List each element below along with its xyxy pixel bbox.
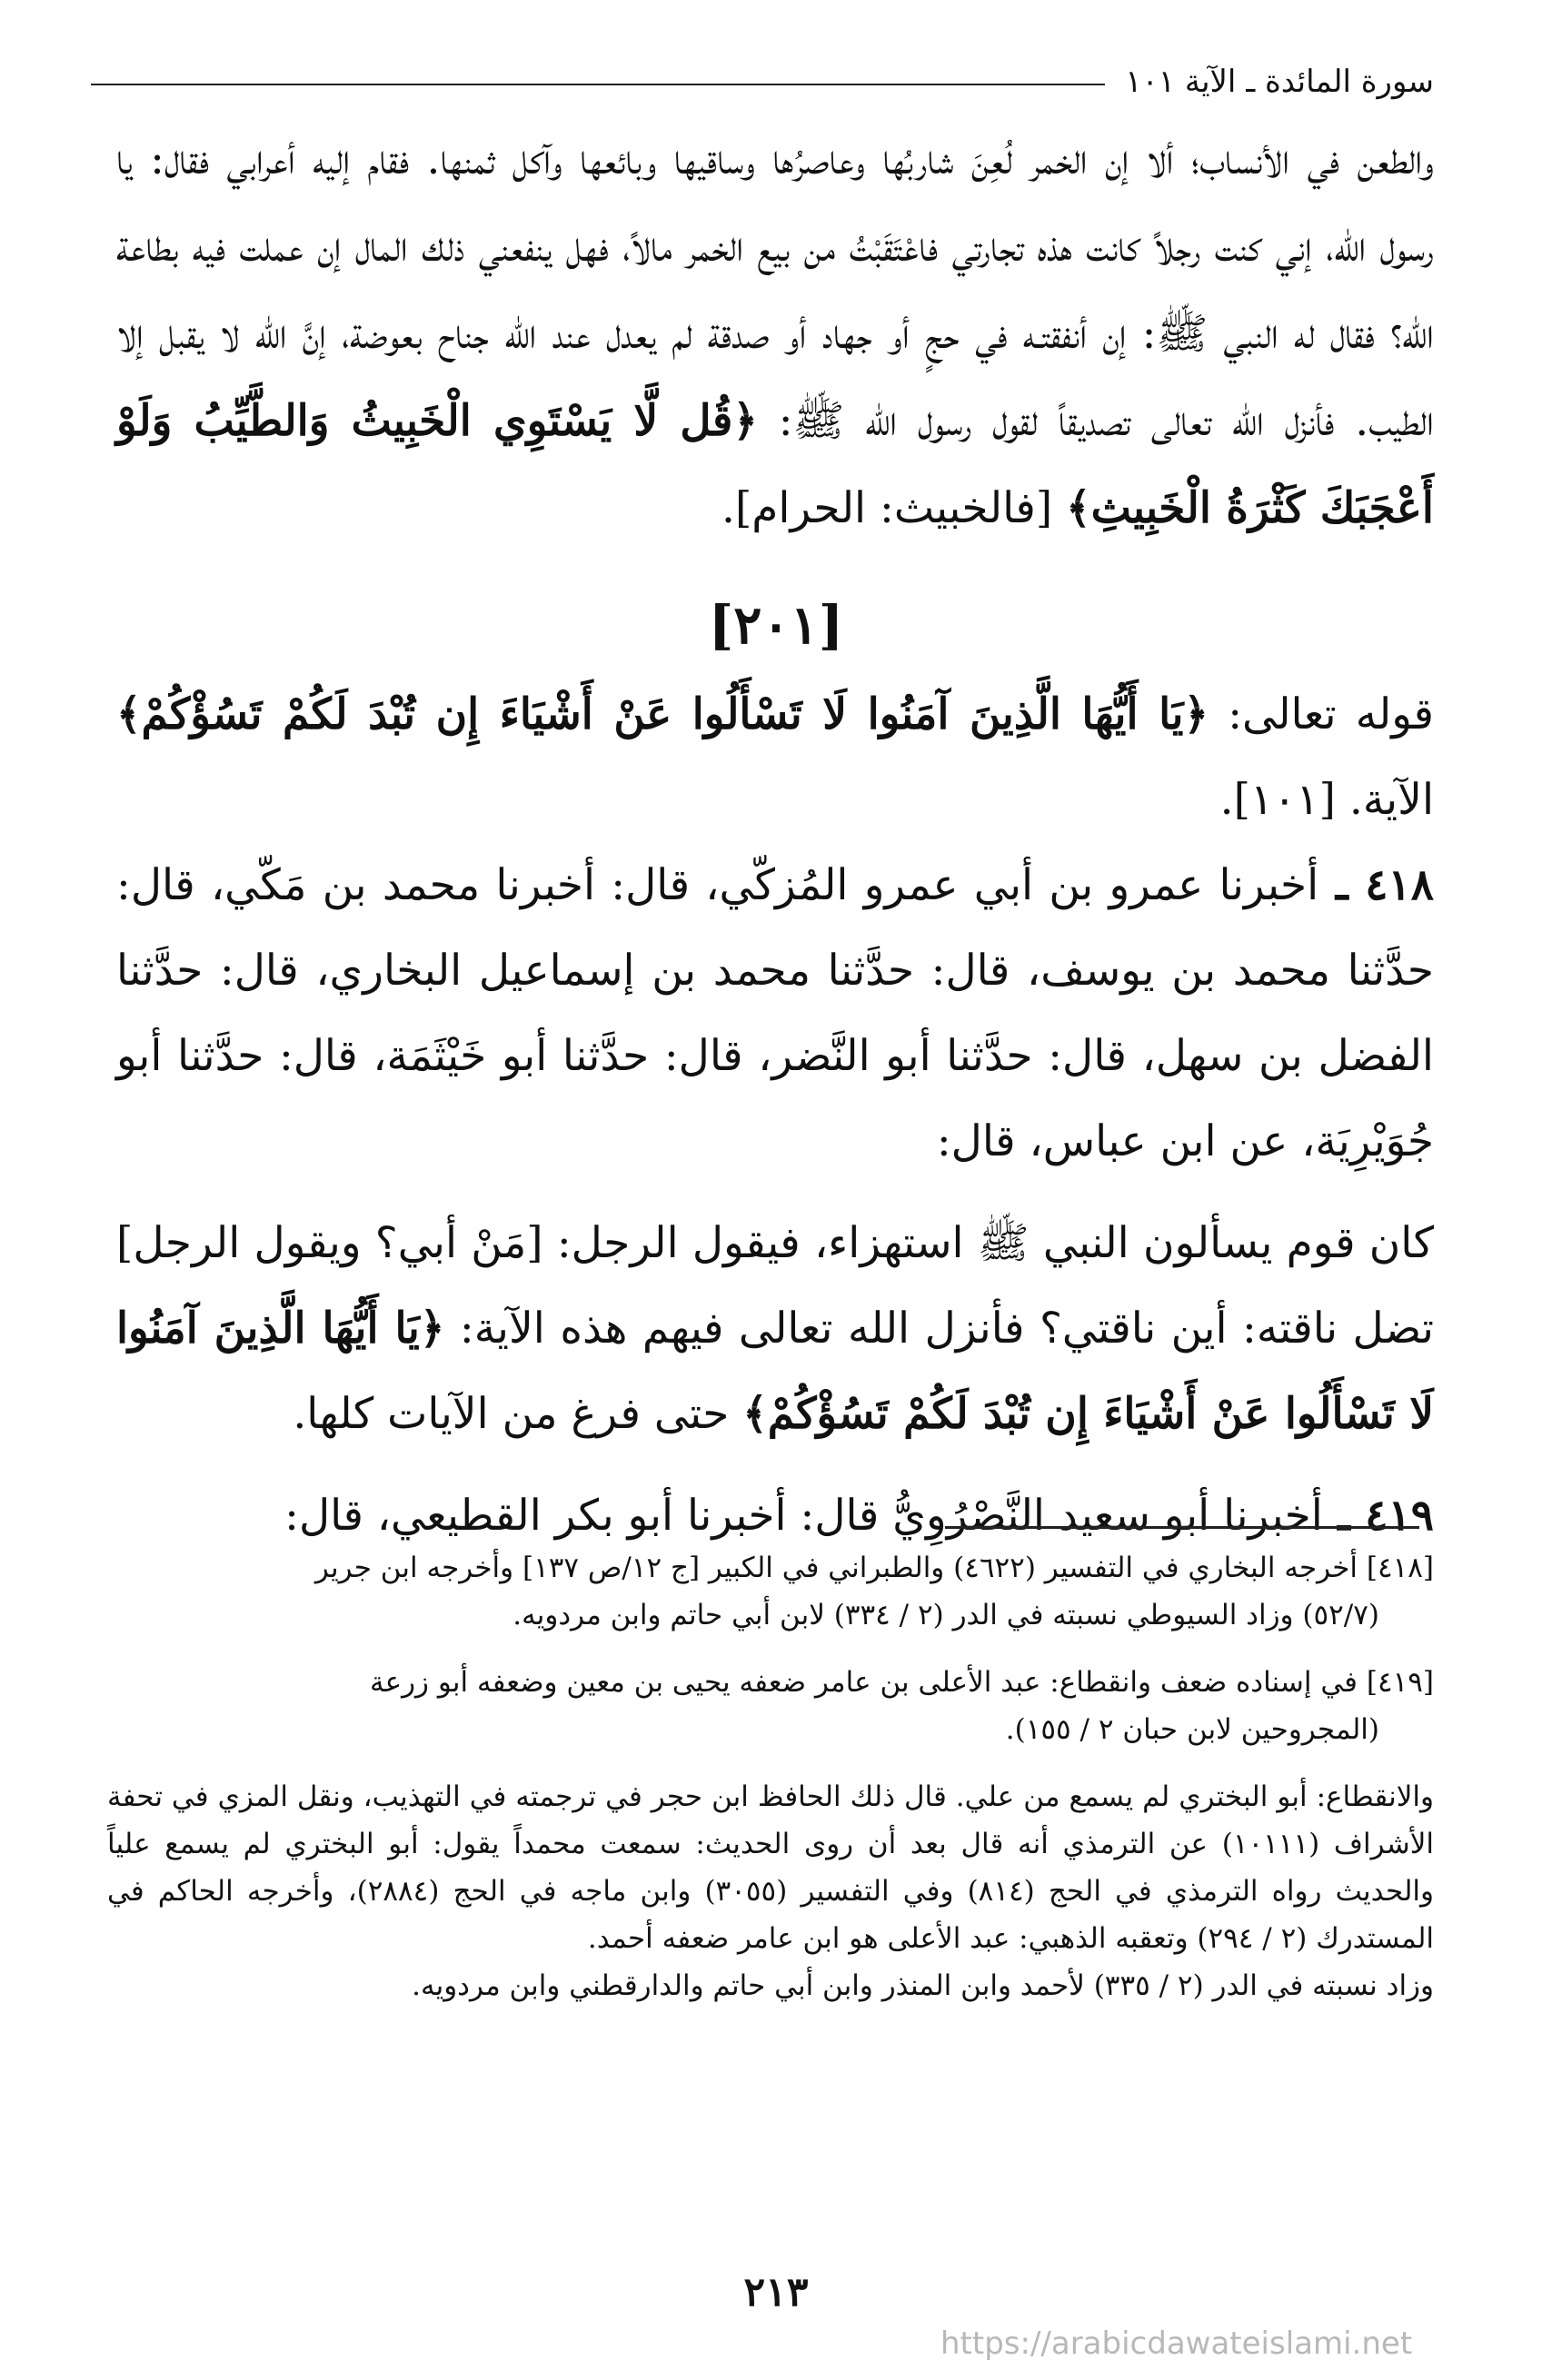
- verse-intro-label: قوله تعالى:: [1209, 689, 1435, 739]
- hadith-418-text-a: كان قوم يسألون النبي ﷺ استهزاء، فيقول الرجل: [مَنْ أبي؟ ويقول الرجل] تضل ناقته: أين ناقتي؟ فأنزل الله تعالى فيهم هذه الآية:: [116, 1218, 1434, 1354]
- footnotes: [107, 1544, 1434, 2009]
- after-quran-a: [فالخبيث: الحرام].: [721, 483, 1067, 533]
- verse-marker: [٢٠١]: [708, 594, 844, 656]
- quran-verse-b: ﴿يَا أَيُّهَا الَّذِينَ آمَنُوا لَا تَسْأَلُوا عَنْ أَشْيَاءَ إِن تُبْدَ لَكُمْ تَسُؤْكُمْ﴾: [116, 689, 1209, 739]
- footnote-rule: [945, 1526, 1419, 1529]
- footnote-418-line-2: (٥٢/٧) وزاد السيوطي نسبته في الدر (٢ / ٣٣٤) لابن أبي حاتم وابن مردويه.: [512, 1599, 1379, 1631]
- watermark-url: https://arabicdawateislami.net: [940, 2325, 1413, 2362]
- footnote-419-line-2: (المجروحين لابن حبان ٢ / ١٥٥).: [1005, 1713, 1379, 1746]
- quran-verse-c: ﴿يَا أَيُّهَا الَّذِينَ آمَنُوا لَا تَسْأَلُوا عَنْ أَشْيَاءَ إِن تُبْدَ لَكُمْ تَسُؤْكُمْ﴾: [116, 1304, 1434, 1439]
- spacer: [107, 1753, 1434, 1773]
- page-number: ٢١٣: [743, 2269, 809, 2316]
- spacer: [116, 1185, 1434, 1201]
- quran-verse-a: ﴿قُل لَّا يَسْتَوِي الْخَبِيثُ وَالطَّيِّبُ وَلَوْ أَعْجَبَكَ كَثْرَةُ الْخَبِيثِ﴾: [116, 396, 1434, 533]
- hadith-418-isnad: [116, 843, 1434, 1185]
- footnote-419-line-1: [٤١٩] في إسناده ضعف وانقطاع: عبد الأعلى بن عامر ضعفه يحيى بن معين وضعفه أبو زرعة: [369, 1666, 1434, 1699]
- section-b: [116, 672, 1434, 1559]
- footnote-418-line-1: [٤١٨] أخرجه البخاري في التفسير (٤٦٢٢) والطبراني في الكبير [ج ١٢/ص ١٣٧] وأخرجه ابن جرير: [314, 1552, 1434, 1584]
- paragraph-a-text: والطعن في الأنساب؛ ألا إن الخمر لُعِنَ شاربُها وعاصرُها وساقيها وبائعها وآكل ثمنها. فقام إليه أعرابي فقال: يا رسول الله، إني كنت رجلاً كانت هذه تجارتي فاعْتَقَبْتُ من بيع الخمر مالاً، فهل ينفعني ذلك المال إن عملت فيه بطاعة الله؟ فقال له النبي ﷺ: إن أنفقتـه في حجٍ أو جهاد أو صدقة لم يعدل عند الله جناح بعوضة، إنَّ الله لا يقبل إلا الطيب. فأنزل الله تعالى تصديقاً لقول رسول الله ﷺ:: [116, 134, 1434, 446]
- verse-ref: الآية. [١٠١].: [1219, 775, 1434, 825]
- hadith-418-number: ٤١٨ ـ: [1318, 860, 1434, 910]
- spacer: [116, 1457, 1434, 1473]
- running-header: [91, 55, 1434, 109]
- verse-intro: [116, 672, 1434, 843]
- footnote-note-2: وزاد نسبته في الدر (٢ / ٣٣٥) لأحمد وابن المنذر وابن أبي حاتم والدارقطني وابن مردويه.: [412, 1969, 1434, 2002]
- hadith-419-number: ٤١٩ ـ: [1322, 1491, 1434, 1541]
- footnote-note-1: والانقطاع: أبو البختري لم يسمع من علي. قال ذلك الحافظ ابن حجر في ترجمته في التهذيب، ونقل المزي في تحفة الأشراف (١٠١١١) عن الترمذي أنه قال بعد أن روى الحديث: سمعت محمداً يقول: أبو البختري لم يسمع علياً والحديث رواه الترمذي في الحج (٨١٤) وفي التفسير (٣٠٥٥) وابن ماجه في الحج (٢٨٨٤)، وأخرجه الحاكم في المستدرك (٢ / ٢٩٤) وتعقبه الذهبي: عبد الأعلى هو ابن عامر ضعفه أحمد.: [107, 1780, 1434, 1955]
- paragraph-a: [116, 116, 1434, 552]
- hadith-418-text: [116, 1201, 1434, 1457]
- hadith-418-text-b: حتى فرغ من الآيات كلها.: [293, 1389, 743, 1439]
- section-a: [116, 116, 1434, 552]
- hadith-418-isnad-text: أخبرنا عمرو بن أبي عمرو المُزكّي، قال: أخبرنا محمد بن مَكّي، قال: حدَّثنا محمد بن يوسف، قال: حدَّثنا محمد بن إسماعيل البخاري، قال: حدَّثنا الفضل بن سهل، قال: حدَّثنا أبو النَّضر، قال: حدَّثنا أبو خَيْثَمَة، قال: حدَّثنا أبو جُوَيْرِيَة، عن ابن عباس، قال:: [116, 860, 1434, 1166]
- running-title: سورة المائدة ـ الآية ١٠١: [1125, 64, 1434, 100]
- header-rule: [91, 84, 1105, 85]
- spacer: [107, 1639, 1434, 1659]
- hadith-419-isnad-text: أخبرنا أبو سعيد النَّصْرُوِيُّ قال: أخبرنا أبو بكر القطيعي، قال:: [284, 1491, 1323, 1541]
